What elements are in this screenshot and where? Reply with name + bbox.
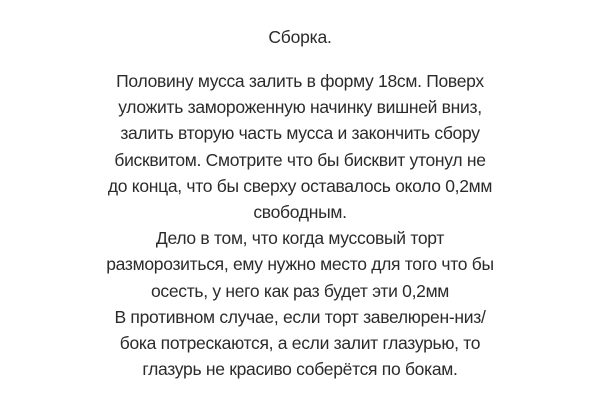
text-line: бока потрескаются, а если залит глазурью, то	[119, 332, 481, 353]
text-line: глазурь не красиво соберётся по бокам.	[142, 359, 458, 380]
text-line: уложить замороженную начинку вишней вниз,	[118, 97, 482, 118]
text-line: свободным.	[253, 201, 347, 222]
text-line: Дело в том, что когда муссовый торт	[155, 228, 445, 249]
text-line: осесть, у него как раз будет эти 0,2мм	[150, 280, 450, 301]
text-line: Половину мусса залить в форму 18см. Поверх	[116, 71, 484, 91]
text-line: залить вторую часть мусса и закончить сбору	[120, 123, 480, 144]
text-line: до конца, что бы сверху оставалось около 0,2мм	[107, 175, 493, 196]
text-line: разморозиться, ему нужно место для того что бы	[106, 254, 494, 275]
document-title: Сборка.	[268, 27, 332, 47]
document-body	[0, 68, 600, 382]
text-line: В противном случае, если торт завелюрен-низ/	[114, 306, 486, 327]
text-line: бисквитом. Смотрите что бы бисквит утонул не	[114, 149, 486, 170]
